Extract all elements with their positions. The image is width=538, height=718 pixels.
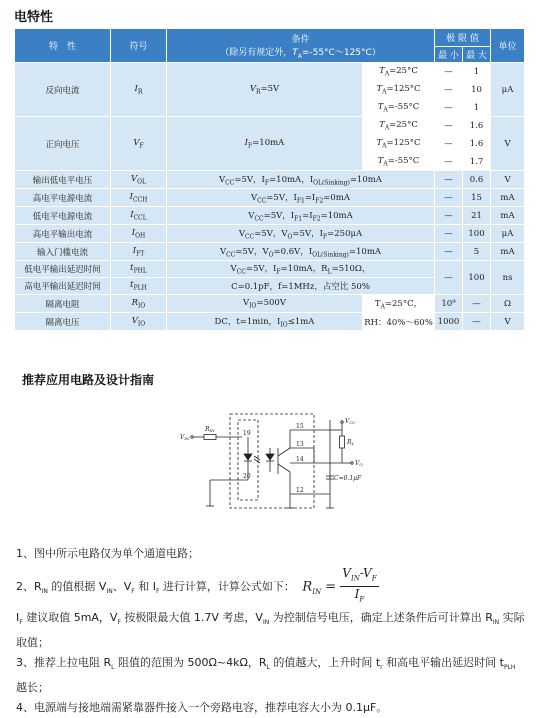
param-name: 高电平电源电流 xyxy=(15,189,111,207)
riso-cond2: $T_A=25^\circ C$， xyxy=(363,295,435,313)
header-char: 特 性 xyxy=(15,29,111,63)
param-max: 5 xyxy=(463,243,491,261)
note-1: 1、图中所示电路仅为单个通道电路； xyxy=(16,547,199,560)
note-4: 4、电源端与接地端需紧靠器件接入一个旁路电容，推荐电容大小为 0.1μF。 xyxy=(16,701,388,715)
param-name: 输出低电平电压 xyxy=(15,171,111,189)
pin20-label: 20 xyxy=(243,473,251,480)
vf-temp: $T_A=-55^\circ C$ xyxy=(363,153,435,171)
param-max: 21 xyxy=(463,207,491,225)
header-unit: 单位 xyxy=(491,29,525,63)
note-2: 2、$R_{IN}$ 的值根据 $V_{IN}$、$V_F$ 和 $I_F$ 进行计算，计算公式如下： $R_{IN}$ = $\frac{V_{IN}-V_F}{I_F}$ xyxy=(16,566,528,608)
section2-title: 推荐应用电路及设计指南 xyxy=(22,373,155,387)
param-cond: $V_{CC}=5V$，$V_O=0.6V$，$I_{OL(Sinking)}=10mA$ xyxy=(167,243,435,261)
viso-name: 隔离电压 xyxy=(15,313,111,331)
viso-cond2: RH：40%～60% xyxy=(363,313,435,331)
delay-cond2: C=0.1pF，f=1MHz，占空比 50% xyxy=(167,278,435,295)
delay-max: 100 xyxy=(463,261,491,295)
param-unit: μA xyxy=(491,225,525,243)
header-limit: 极 限 值 xyxy=(435,29,491,47)
rin-formula: $R_{IN}$ = $\frac{V_{IN}-V_F}{I_F}$ xyxy=(302,566,377,604)
vf-name: 正向电压 xyxy=(15,117,111,171)
vo-terminal xyxy=(351,462,353,464)
delay-plh-sym: $t_{PLH}$ xyxy=(111,278,167,295)
param-max: 15 xyxy=(463,189,491,207)
vf-max: 1.6 xyxy=(463,117,491,135)
param-min: — xyxy=(435,207,463,225)
ir-temp: $T_A=25^\circ C$ xyxy=(363,63,435,81)
ir-sym: $I_R$ xyxy=(111,63,167,117)
delay-unit: ns xyxy=(491,261,525,295)
vf-min: — xyxy=(435,135,463,153)
vf-temp: $T_A=25^\circ C$ xyxy=(363,117,435,135)
ir-cond: $V_R=5V$ xyxy=(167,63,363,117)
note-2-detail: $I_F$ 建议取值 5mA，$V_F$ 按极限最大值 1.7V 考虑，$V_{IN}$ 为控制信号电压，确定上述条件后可计算出 $R_{IN}$ 实际取值； xyxy=(16,610,525,649)
design-notes xyxy=(16,544,528,718)
param-max: 0.6 xyxy=(463,171,491,189)
riso-min: 10⁹ xyxy=(435,295,463,313)
vo-label: VO xyxy=(355,460,363,467)
param-name: 输入门槛电流 xyxy=(15,243,111,261)
vf-max: 1.6 xyxy=(463,135,491,153)
vin-label: VIN xyxy=(180,434,190,441)
header-cond: 条件 （除另有规定外，$T_A=-55^\circ C\sim 125^\circ C$） xyxy=(167,29,435,63)
cap-label: C=0.1μF xyxy=(334,475,362,482)
viso-sym: $V_{IO}$ xyxy=(111,313,167,331)
delay-cond1: $V_{CC}=5V$，$I_F=10mA$，$R_L=510\Omega$， xyxy=(167,261,435,278)
section-title: 电特性 xyxy=(14,10,54,25)
ir-max: 1 xyxy=(463,99,491,117)
ir-temp: $T_A=125^\circ C$ xyxy=(363,81,435,99)
delay-min: — xyxy=(435,261,463,295)
viso-unit: V xyxy=(491,313,525,331)
ir-max: 10 xyxy=(463,81,491,99)
param-unit: mA xyxy=(491,189,525,207)
param-min: — xyxy=(435,225,463,243)
rl-resistor xyxy=(340,436,345,448)
param-cond: $V_{CC}=5V$，$I_{F1}=I_{F2}=10mA$ xyxy=(167,207,435,225)
param-sym: $I_{FT}$ xyxy=(111,243,167,261)
riso-name: 隔离电阻 xyxy=(15,295,111,313)
header-max: 最 大 xyxy=(463,47,491,63)
ir-min: — xyxy=(435,63,463,81)
ir-min: — xyxy=(435,99,463,117)
riso-unit: Ω xyxy=(491,295,525,313)
riso-cond: $V_{IO}=500V$ xyxy=(167,295,363,313)
param-max: 100 xyxy=(463,225,491,243)
application-circuit xyxy=(170,408,370,518)
ir-temp: $T_A=-55^\circ C$ xyxy=(363,99,435,117)
note-3: 3、推荐上拉电阻 $R_L$ 阻值的范围为 500Ω~4kΩ，$R_L$ 的值越大，上升时间 $t_r$ 和高电平输出延迟时间 $t_{PLH}$ 越长； xyxy=(16,655,516,695)
param-name: 高电平输出电流 xyxy=(15,225,111,243)
pin13-label: 13 xyxy=(296,441,304,448)
param-min: — xyxy=(435,243,463,261)
rl-label: RL xyxy=(347,439,355,446)
vf-temp: $T_A=125^\circ C$ xyxy=(363,135,435,153)
vf-sym: $V_F$ xyxy=(111,117,167,171)
viso-max: — xyxy=(463,313,491,331)
param-sym: $I_{CCL}$ xyxy=(111,207,167,225)
vf-unit: V xyxy=(491,117,525,171)
pin14-label: 14 xyxy=(296,456,304,463)
param-unit: mA xyxy=(491,207,525,225)
vf-cond: $I_F=10mA$ xyxy=(167,117,363,171)
riso-max: — xyxy=(463,295,491,313)
header-sym: 符号 xyxy=(111,29,167,63)
param-unit: mA xyxy=(491,243,525,261)
param-sym: $I_{OH}$ xyxy=(111,225,167,243)
param-name: 低电平电源电流 xyxy=(15,207,111,225)
param-min: — xyxy=(435,189,463,207)
riso-sym: $R_{IO}$ xyxy=(111,295,167,313)
ir-name: 反向电流 xyxy=(15,63,111,117)
vcc-label: VCC xyxy=(345,418,356,425)
delay-phl-name: 低电平输出延迟时间 xyxy=(15,261,111,278)
led-diode xyxy=(244,454,252,460)
spec-table xyxy=(14,28,525,331)
viso-min: 1000 xyxy=(435,313,463,331)
vf-min: — xyxy=(435,153,463,171)
vf-max: 1.7 xyxy=(463,153,491,171)
param-cond: $V_{CC}=5V$，$V_O=5V$，$I_F=250\mu A$ xyxy=(167,225,435,243)
param-sym: $I_{CCH}$ xyxy=(111,189,167,207)
param-sym: $V_{OL}$ xyxy=(111,171,167,189)
param-min: — xyxy=(435,171,463,189)
header-min: 最 小 xyxy=(435,47,463,63)
viso-cond: DC，t=1min，$I_{IO}\le 1mA$ xyxy=(167,313,363,331)
ir-min: — xyxy=(435,81,463,99)
delay-phl-sym: $t_{PHL}$ xyxy=(111,261,167,278)
param-cond: $V_{CC}=5V$，$I_F=10mA$，$I_{OL(Sinking)}=10mA$ xyxy=(167,171,435,189)
pin12-label: 12 xyxy=(296,487,304,494)
vf-min: — xyxy=(435,117,463,135)
delay-plh-name: 高电平输出延迟时间 xyxy=(15,278,111,295)
pin19-label: 19 xyxy=(243,430,251,437)
param-unit: V xyxy=(491,171,525,189)
pin15-label: 15 xyxy=(296,423,304,430)
rin-label: RIN xyxy=(205,426,215,433)
ir-unit: μA xyxy=(491,63,525,117)
param-cond: $V_{CC}=5V$，$I_{F1}=I_{F2}=0mA$ xyxy=(167,189,435,207)
ir-max: 1 xyxy=(463,63,491,81)
vin-terminal xyxy=(191,436,193,438)
rin-resistor xyxy=(204,435,216,440)
